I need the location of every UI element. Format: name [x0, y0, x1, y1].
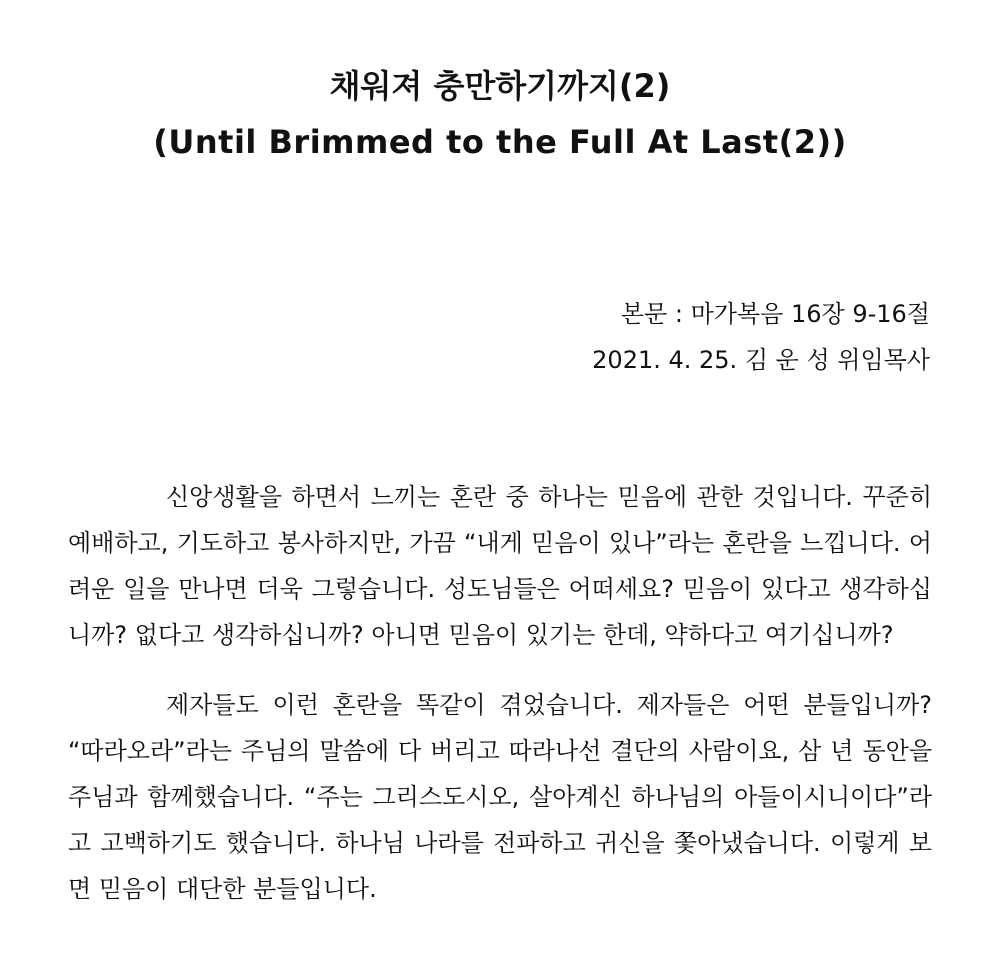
paragraph-1: 신앙생활을 하면서 느끼는 혼란 중 하나는 믿음에 관한 것입니다. 꾸준히 예배하고, 기도하고 봉사하지만, 가끔 “내게 믿음이 있나”라는 혼란을 느낍니다. 어려운 일을 만나면 더욱 그렇습니다. 성도님들은 어떠세요? 믿음이 있다고 생각하십니까? 없다고 생각하십니까? 아니면 믿음이 있기는 한데, 약하다고 여기십니까?	[68, 483, 932, 649]
title-korean: 채워져 충만하기까지(2)	[329, 67, 671, 105]
title-english: (Until Brimmed to the Full At Last(2))	[153, 123, 847, 161]
date-author: 2021. 4. 25. 김 운 성 위임목사	[592, 346, 930, 374]
scripture-reference: 본문 : 마가복음 16장 9-16절	[620, 300, 930, 328]
paragraph-2: 제자들도 이런 혼란을 똑같이 겪었습니다. 제자들은 어떤 분들입니까? “따라오라”라는 주님의 말씀에 다 버리고 따라나선 결단의 사람이요, 삼 년 동안을 주님과 함께했습니다. “주는 그리스도시오, 살아계신 하나님의 아들이시니이다”라고 고백하기도 했습니다. 하나님 나라를 전파하고 귀신을 쫓아냈습니다. 이렇게 보면 믿음이 대단한 분들입니다.	[68, 691, 932, 903]
